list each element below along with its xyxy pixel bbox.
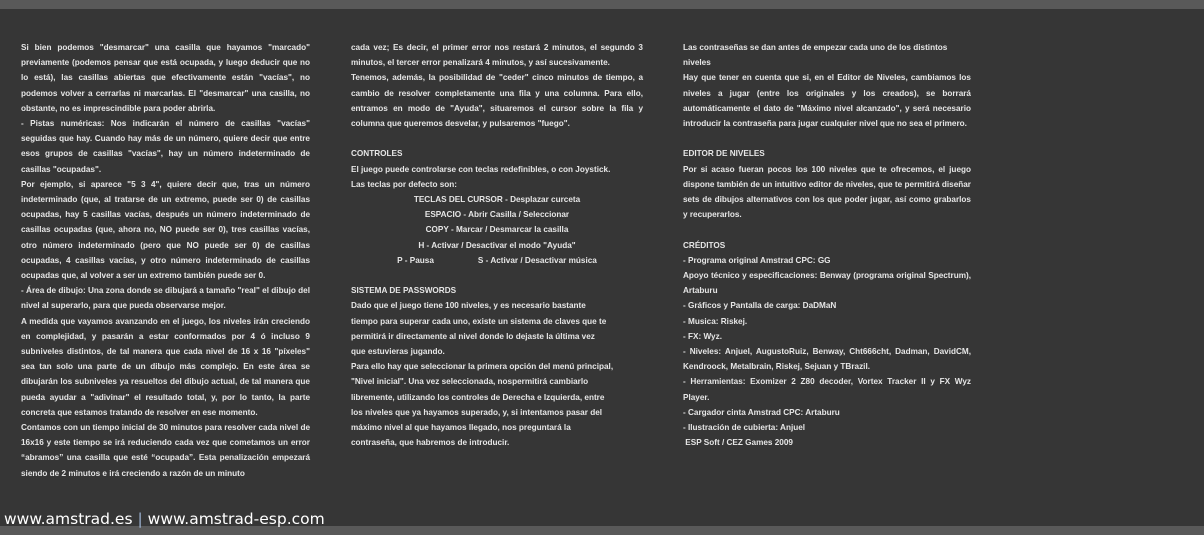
- paragraph: Contamos con un tiempo inicial de 30 minutos para resolver cada nivel de 16x16 y este tiempo se irá reduciendo cada vez que cometamos un error “abramos” una casilla que esté “ocupada”. Esta penalización empezará siendo de 2 minutos e irá creciendo a razón de un minuto: [21, 423, 310, 478]
- paragraph: Las teclas por defecto son:: [351, 179, 458, 189]
- text-line: los niveles que ya hayamos superado, y, si intentamos pasar del: [351, 407, 603, 417]
- paragraph: - Área de dibujo: Una zona donde se dibujará a tamaño "real" el dibujo del nivel al superarlo, para que pueda observarse mejor.: [21, 286, 310, 311]
- section-heading-controls: CONTROLES: [351, 149, 403, 159]
- watermark-site-2: www.amstrad-esp.com: [147, 510, 325, 528]
- text-line: máximo nivel al que hayamos llegado, nos preguntará la: [351, 423, 571, 433]
- paragraph: cada vez; Es decir, el primer error nos restará 2 minutos, el segundo 3 minutos, el tercer error penalizará 4 minutos, y así sucesivamente.: [351, 43, 643, 68]
- credit-line: - Musica: Riskej.: [683, 316, 748, 326]
- paragraph: Si bien podemos "desmarcar" una casilla que hayamos "marcado" previamente (podemos pensar que está ocupada, y luego deducir que no lo está), las casillas abiertas que efectivamente están "vacías", no podemos volver a cerrarlas ni marcarlas. El "desmarcar" una casilla, no obstante, no es imprescindible para poder abrirla.: [21, 43, 310, 113]
- key-binding: ESPACIO - Abrir Casilla / Seleccionar: [424, 210, 570, 220]
- text-line: permitirá ir directamente al nivel donde lo dejaste la última vez: [351, 331, 595, 341]
- paragraph: Las contraseñas se dan antes de empezar cada uno de los distintos niveles: [683, 43, 948, 68]
- paragraph: Tenemos, además, la posibilidad de "ceder" cinco minutos de tiempo, a cambio de resolver completamente una fila y una columna. Para ello, entramos en modo de "Ayuda", situaremos el cursor sobre la fila y columna que queremos desvelar, y pulsaremos "fuego".: [351, 73, 643, 129]
- text-line: que estuvieras jugando.: [351, 347, 445, 357]
- key-binding: H - Activar / Desactivar el modo "Ayuda": [418, 240, 576, 250]
- column-3: [683, 40, 971, 450]
- watermark-site-1: www.amstrad.es: [4, 510, 133, 528]
- section-heading-credits: CRÉDITOS: [683, 240, 726, 250]
- credit-line: - Programa original Amstrad CPC: GG: [683, 255, 831, 265]
- text-line: Dado que el juego tiene 100 niveles, y es necesario bastante: [351, 301, 586, 311]
- column-1: [21, 40, 310, 481]
- credit-line: - Niveles: Anjuel, AugustoRuiz, Benway, Cht666cht, Dadman, DavidCM, Kendroock, Metalbrain, Riskej, Sejuan y TBrazil.: [683, 347, 971, 372]
- key-binding-row: [351, 253, 643, 268]
- key-binding: TECLAS DEL CURSOR - Desplazar curceta: [413, 195, 581, 205]
- credit-line: - Gráficos y Pantalla de carga: DaDMaN: [683, 301, 837, 311]
- text-line: "Nivel inicial". Una vez seleccionada, nospermitirá cambiarlo: [351, 377, 589, 387]
- paragraph: Por ejemplo, si aparece "5 3 4", quiere decir que, tras un número indeterminado (que, al tratarse de un extremo, puede ser 0) de casillas ocupadas, hay 5 casillas vacías, después un número indeterminado de casillas ocupadas (que, ahora no, NO puede ser 0), tres casillas vacías, otro número indeterminado (pero que NO puede ser 0) de casillas ocupadas, 4 casillas vacías, y otro número indeterminado de casillas ocupadas que, al volver a ser un extremo también puede ser 0.: [21, 179, 310, 281]
- credit-line: - Herramientas: Exomizer 2 Z80 decoder, Vortex Tracker II y FX Wyz Player.: [683, 377, 971, 402]
- section-heading-editor: EDITOR DE NIVELES: [683, 149, 765, 159]
- paragraph: A medida que vayamos avanzando en el juego, los niveles irán creciendo en complejidad, y pasarán a estar conformados por 4 ó incluso 9 subniveles distintos, de tal manera que cada nivel de 16 x 16 "píxeles" sea tan solo una parte de un dibujo más complejo. En este área se dibujarán los subniveles ya resueltos del dibujo actual, de tal manera que pueda ayudar a "adivinar" el resultado total, y, por lo tanto, la parte concreta que estamos tratando de resolver en ese momento.: [21, 316, 310, 417]
- paragraph: Hay que tener en cuenta que si, en el Editor de Niveles, cambiamos los niveles a jugar (entre los originales y los creados), se borrará automáticamente el dato de "Máximo nivel alcanzado", y será necesario introducir la contraseña para jugar cualquier nivel que no sea el primero.: [683, 73, 971, 129]
- watermark: [4, 510, 325, 528]
- credit-line: - FX: Wyz.: [683, 331, 722, 341]
- column-2: [351, 40, 643, 450]
- credit-line: ESP Soft / CEZ Games 2009: [683, 438, 793, 448]
- watermark-separator: |: [137, 510, 143, 528]
- text-line: tiempo para superar cada uno, existe un sistema de claves que te: [351, 316, 607, 326]
- paragraph: - Pistas numéricas: Nos indicarán el número de casillas "vacías" seguidas que hay. Cuando hay más de un número, quiere decir que entre esos grupos de casillas "vacías", hay un número indeterminado de casillas "ocupadas".: [21, 119, 310, 174]
- credit-line: Apoyo técnico y especificaciones: Benway (programa original Spectrum), Artaburu: [683, 271, 971, 296]
- paragraph: El juego puede controlarse con teclas redefinibles, o con Joystick.: [351, 164, 611, 174]
- text-line: Para ello hay que seleccionar la primera opción del menú principal,: [351, 362, 614, 372]
- text-line: contraseña, que habremos de introducir.: [351, 438, 510, 448]
- top-border: [0, 0, 1204, 9]
- key-binding: P - Pausa: [397, 255, 434, 265]
- key-binding: COPY - Marcar / Desmarcar la casilla: [425, 225, 569, 235]
- paragraph: Por si acaso fueran pocos los 100 niveles que te ofrecemos, el juego dispone también de un intuitivo editor de niveles, que te permitirá diseñar sets de dibujos alternativos con los que poder jugar, así como grabarlos y recuperarlos.: [683, 164, 971, 220]
- text-line: libremente, utilizando los controles de Derecha e Izquierda, entre: [351, 392, 605, 402]
- credit-line: - Cargador cinta Amstrad CPC: Artaburu: [683, 407, 840, 417]
- key-binding: S - Activar / Desactivar música: [477, 255, 597, 265]
- section-heading-passwords: SISTEMA DE PASSWORDS: [351, 286, 457, 296]
- credit-line: - Ilustración de cubierta: Anjuel: [683, 423, 806, 433]
